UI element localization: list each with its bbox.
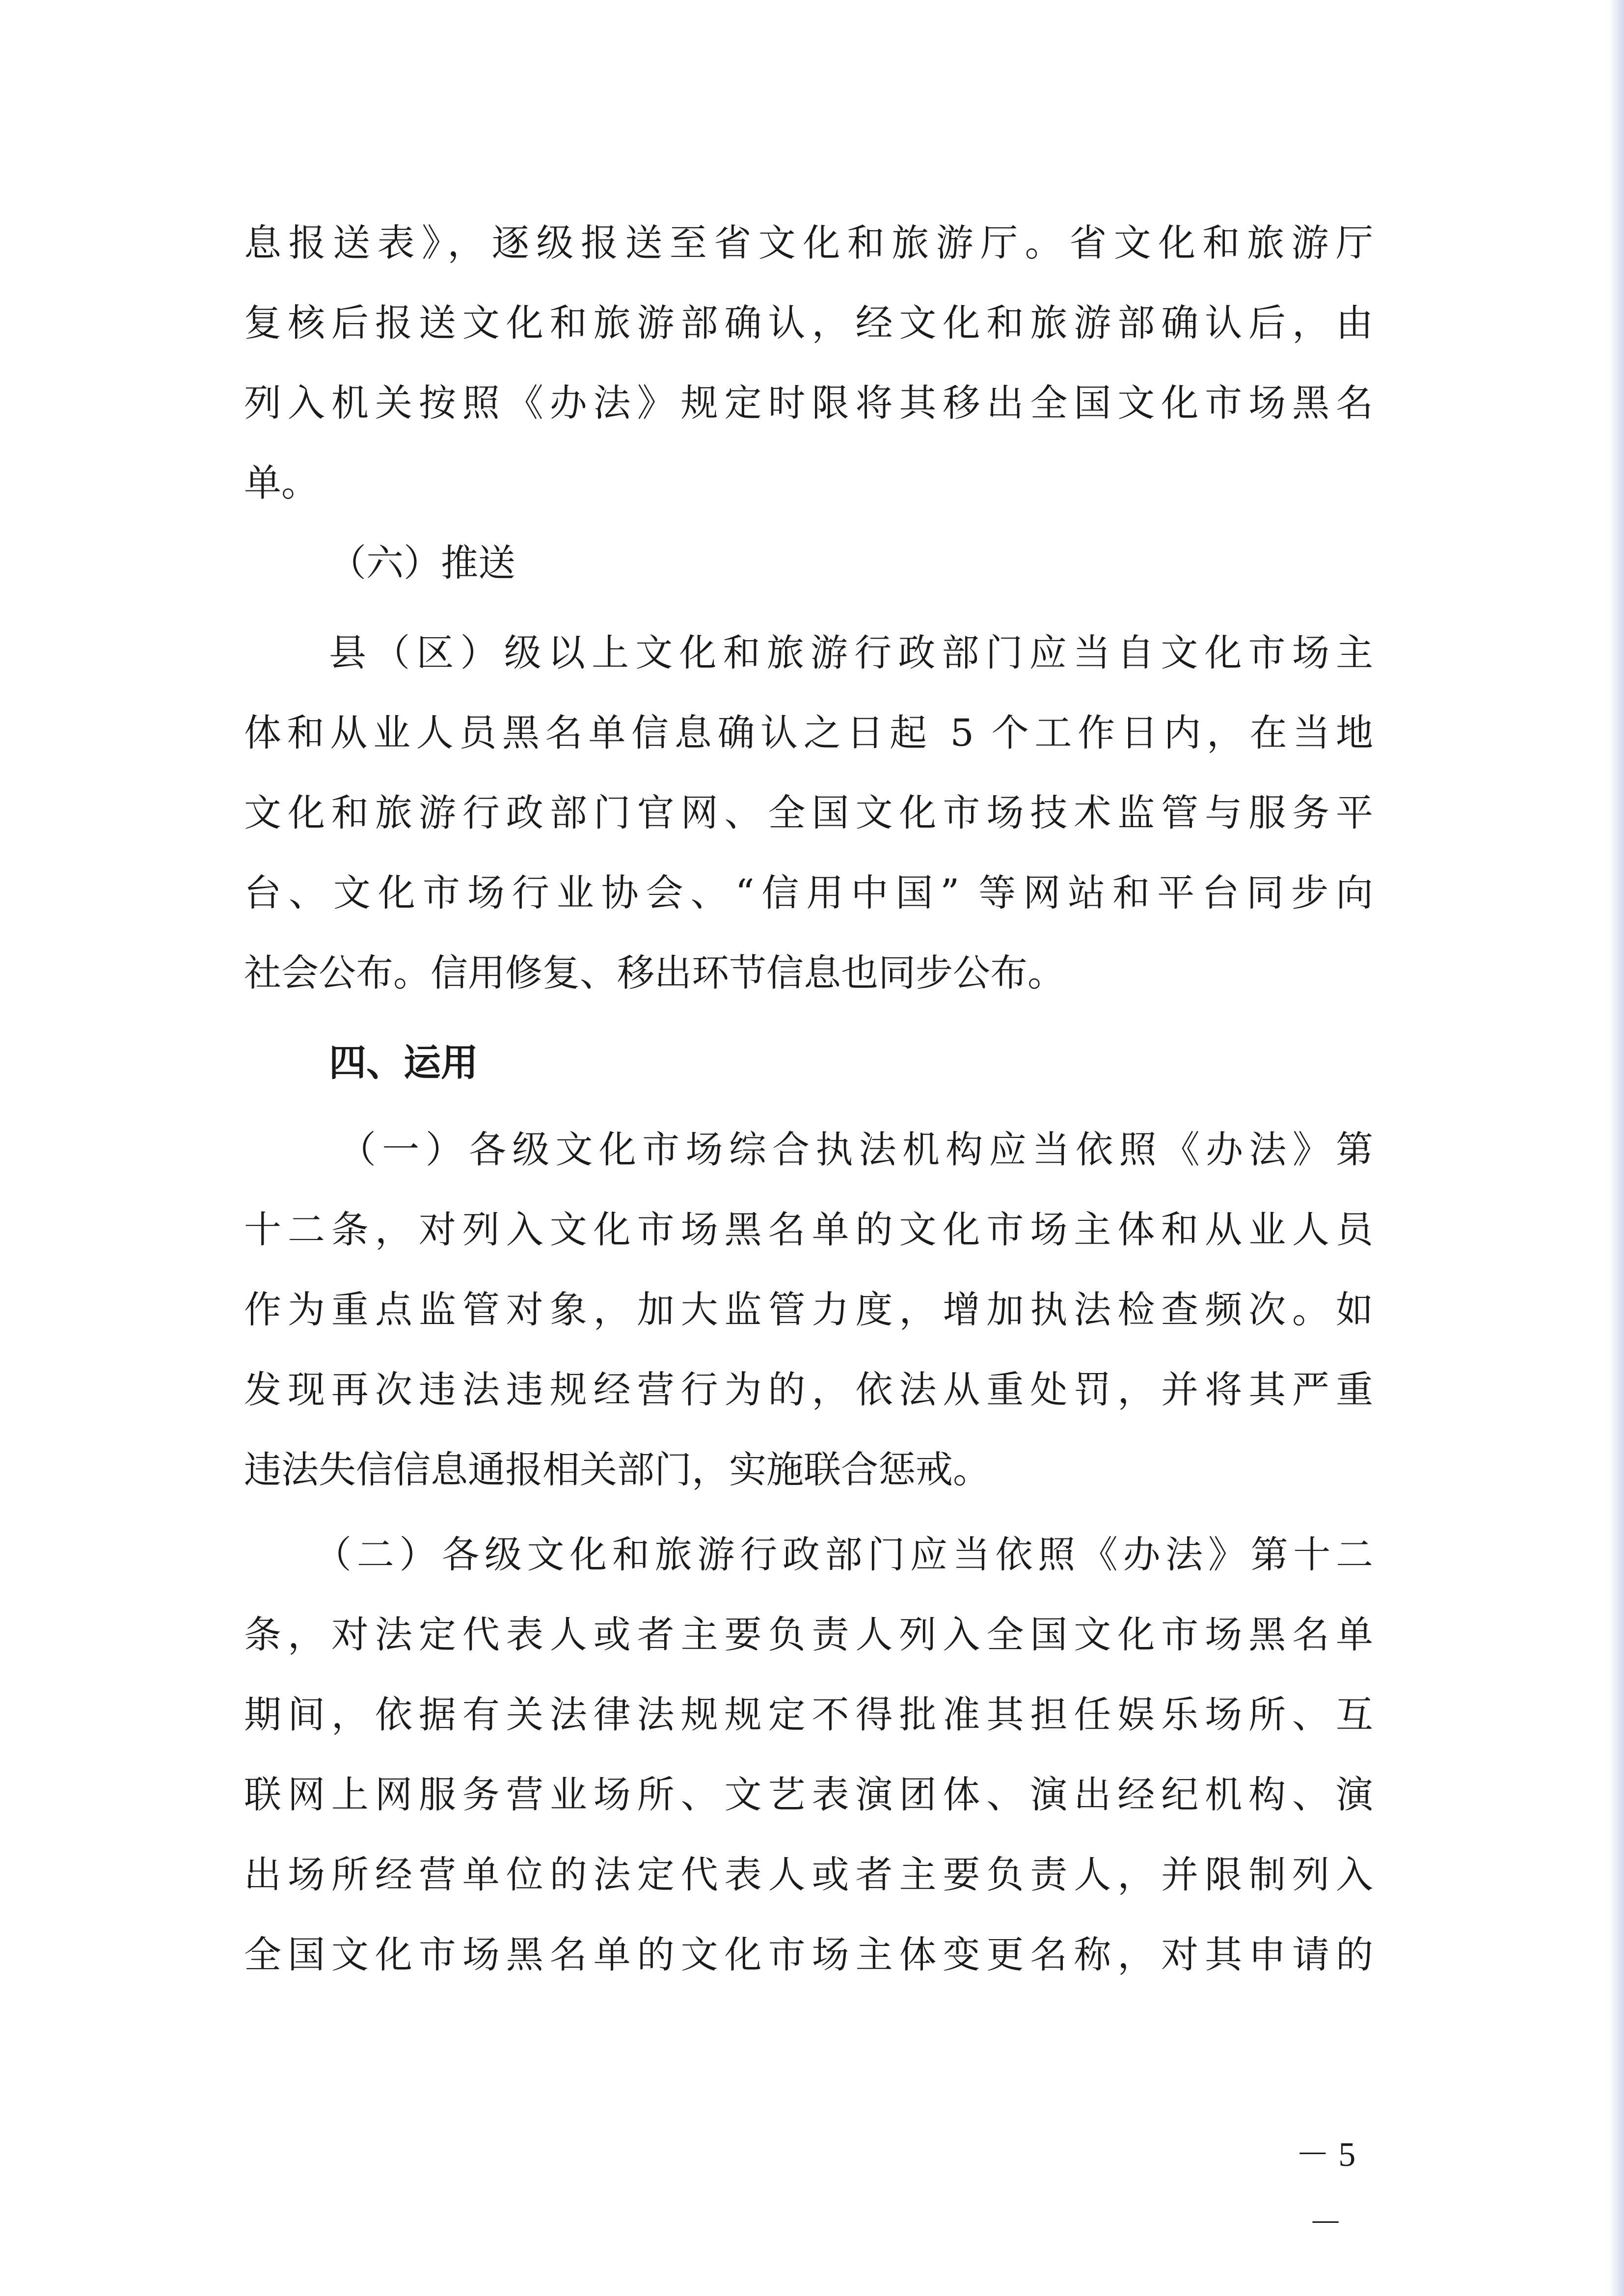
body-text-line: 发现再次违法违规经营行为的，依法从重处罚，并将其严重 [244, 1368, 1373, 1411]
scan-edge-shadow [1609, 0, 1624, 2296]
paragraph-first-line: （二）各级文化和旅游行政部门应当依照《办法》第十二 [314, 1533, 1373, 1576]
body-text-line: 台、文化市场行业协会、“信用中国” 等网站和平台同步向 [244, 871, 1373, 915]
paragraph-first-line: 县（区）级以上文化和旅游行政部门应当自文化市场主 [329, 631, 1373, 675]
body-text-line: 全国文化市场黑名单的文化市场主体变更名称，对其申请的 [244, 1933, 1373, 1976]
body-text-line: 体和从业人员黑名单信息确认之日起 5 个工作日内，在当地 [244, 711, 1373, 755]
body-text-line: 违法失信信息通报相关部门，实施联合惩戒。 [244, 1448, 990, 1491]
body-text-line: 复核后报送文化和旅游部确认，经文化和旅游部确认后，由 [244, 301, 1373, 345]
body-text-line: 联网上网服务营业场所、文艺表演团体、演出经纪机构、演 [244, 1773, 1373, 1816]
body-text-line: 期间，依据有关法律法规规定不得批准其担任娱乐场所、互 [244, 1693, 1373, 1736]
paragraph-first-line: （一）各级文化市场综合执法机构应当依照《办法》第 [339, 1128, 1373, 1171]
page-number: － 5 － [1295, 2136, 1356, 2242]
section-heading: 四、运用 [329, 1041, 478, 1084]
body-text-line: 单。 [244, 461, 319, 505]
body-text-line: 十二条，对列入文化市场黑名单的文化市场主体和从业人员 [244, 1208, 1373, 1251]
body-text-line: 列入机关按照《办法》规定时限将其移出全国文化市场黑名 [244, 381, 1373, 425]
body-text-line: 社会公布。信用修复、移出环节信息也同步公布。 [244, 951, 1065, 995]
body-text-line: 息报送表》，逐级报送至省文化和旅游厅。省文化和旅游厅 [244, 221, 1373, 265]
body-text-line: 出场所经营单位的法定代表人或者主要负责人，并限制列入 [244, 1853, 1373, 1896]
body-text-line: 文化和旅游行政部门官网、全国文化市场技术监管与服务平 [244, 791, 1373, 835]
subsection-heading: （六）推送 [329, 541, 515, 585]
body-text-line: 条，对法定代表人或者主要负责人列入全国文化市场黑名单 [244, 1613, 1373, 1656]
body-text-line: 作为重点监管对象，加大监管力度，增加执法检查频次。如 [244, 1288, 1373, 1331]
